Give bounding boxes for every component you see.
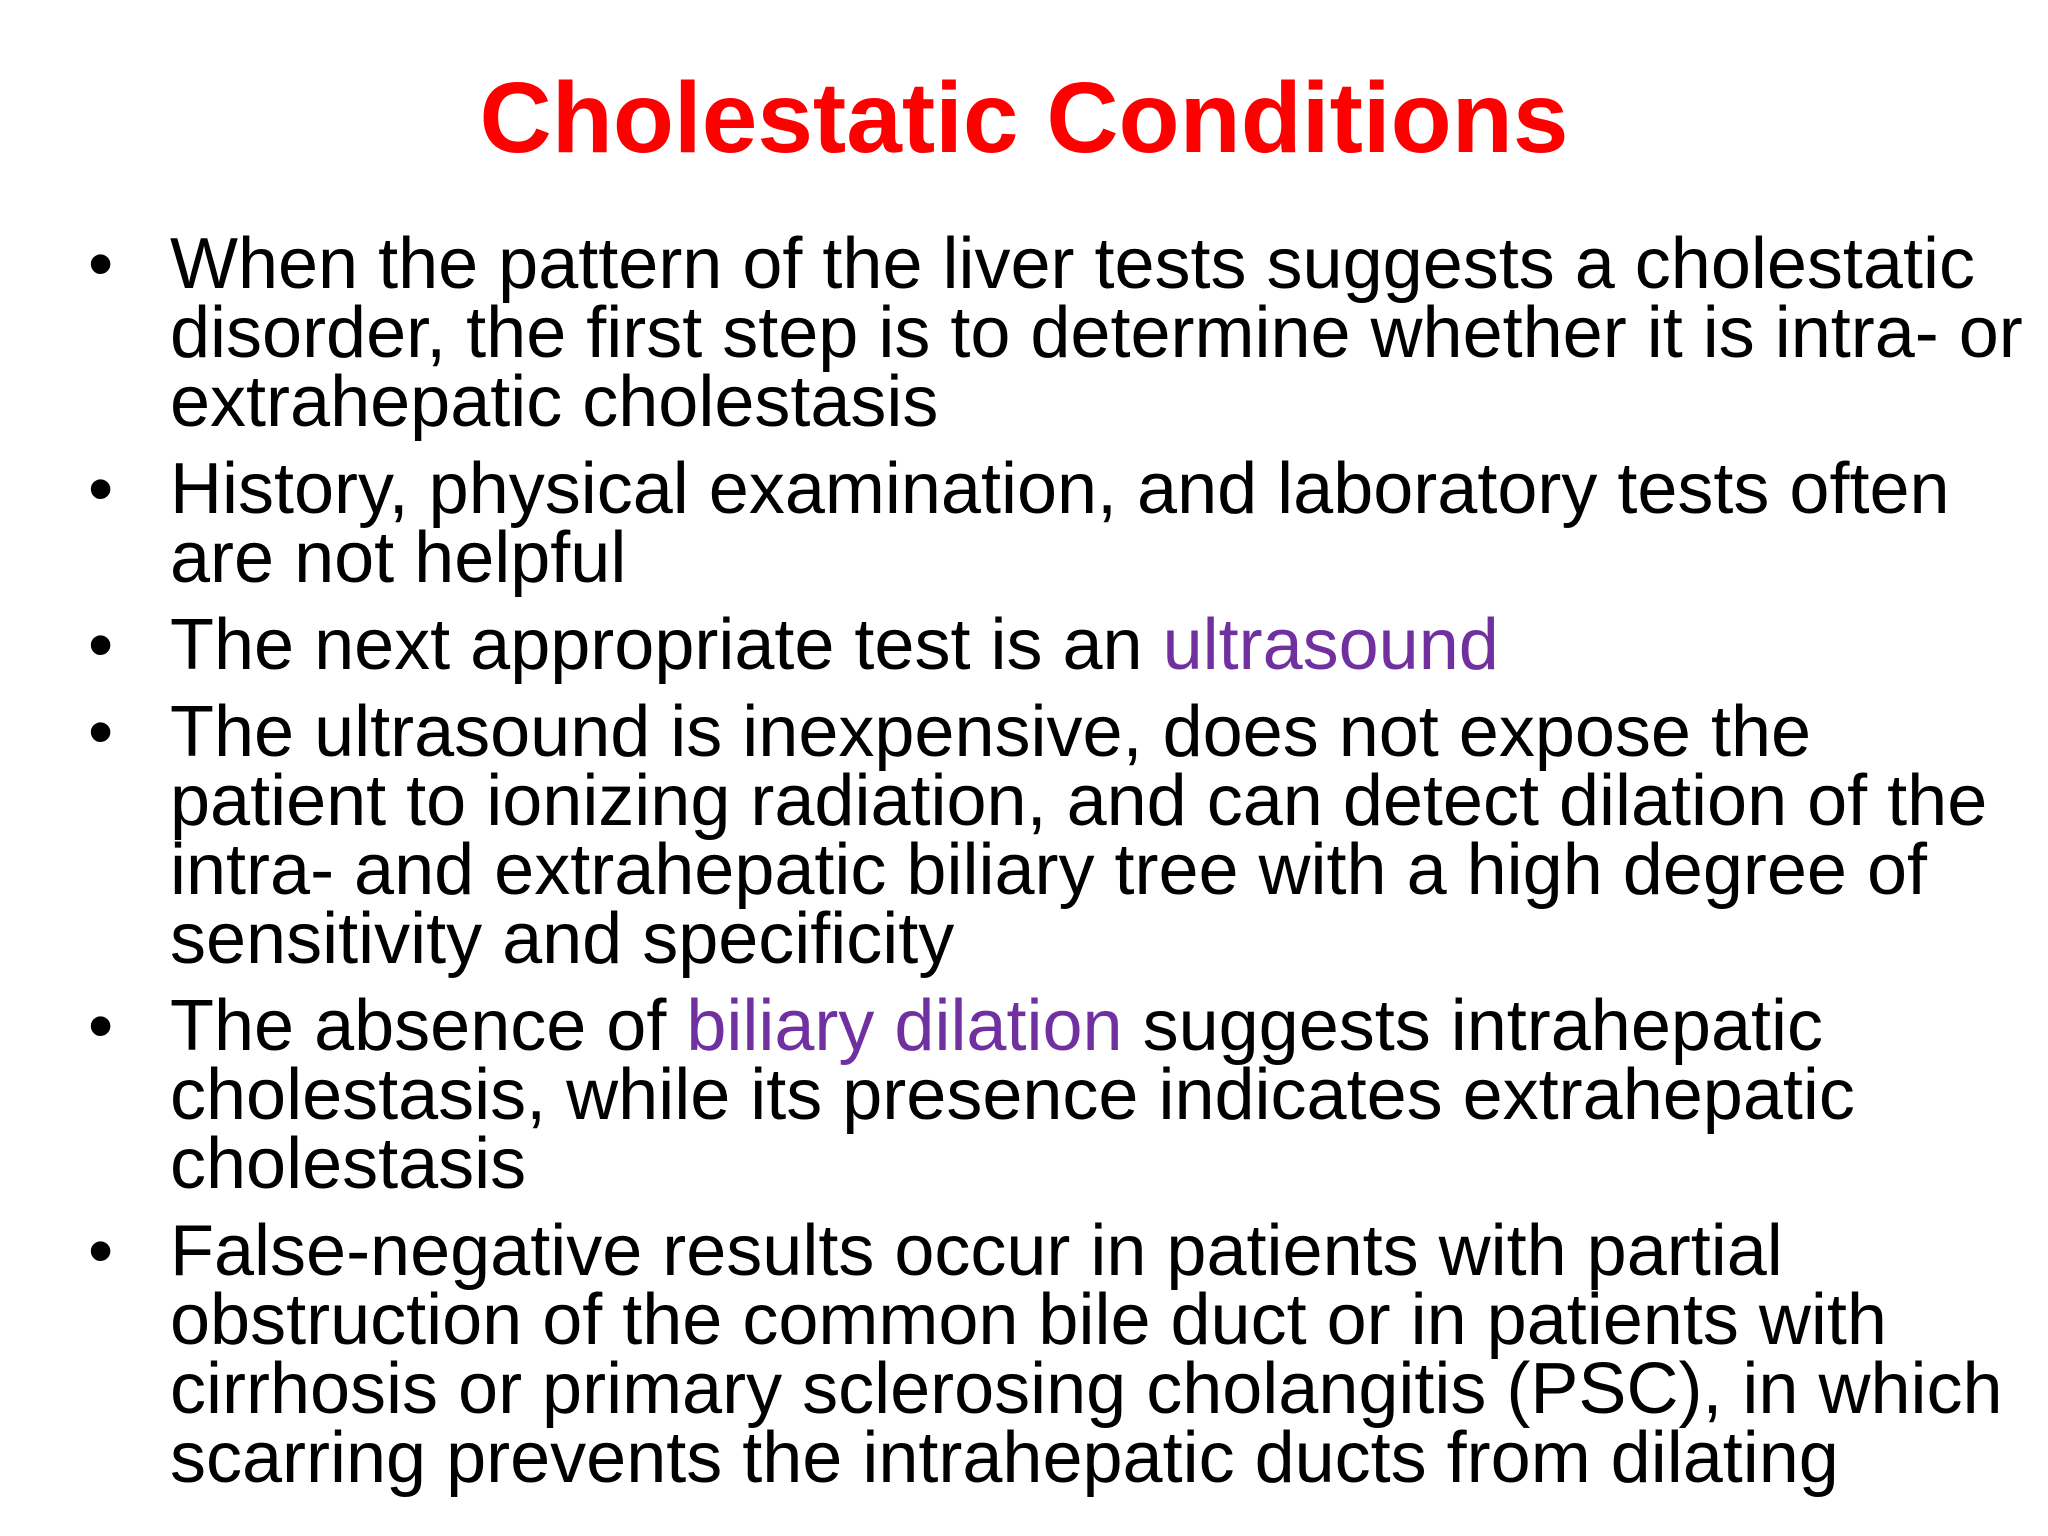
bullet-text: The next appropriate test is an bbox=[170, 605, 1163, 685]
slide-title: Cholestatic Conditions bbox=[479, 62, 1569, 174]
bullet-text: False-negative results occur in patients with partial obstruction of the common bile duct or in patients with cirrhosis or primary sclerosing cholangitis (PSC), in which scarring prevents the intrahepatic ducts from dilating bbox=[170, 1211, 2003, 1498]
bullet-text: The ultrasound is inexpensive, does not expose the patient to ionizing radiation, and can detect dilation of the intra- and extrahepatic biliary tree with a high degree of sensitivity and specificity bbox=[170, 692, 1988, 979]
bullet-item-1 bbox=[88, 224, 2028, 442]
bullet-dot-icon: • bbox=[88, 224, 114, 304]
bullet-text: The absence of bbox=[170, 986, 687, 1066]
bullet-item-5 bbox=[88, 986, 2028, 1204]
highlighted-term: biliary dilation bbox=[686, 986, 1123, 1066]
bullet-dot-icon: • bbox=[88, 605, 114, 685]
bullet-text: When the pattern of the liver tests suggests a cholestatic disorder, the first step is to determine whether it is intra- or extrahepatic cholestasis bbox=[170, 224, 2023, 442]
bullet-dot-icon: • bbox=[88, 986, 114, 1066]
bullet-item-4 bbox=[88, 692, 2028, 979]
bullet-dot-icon: • bbox=[88, 692, 114, 772]
bullet-text: History, physical examination, and laboratory tests often are not helpful bbox=[170, 449, 1950, 598]
bullet-item-6 bbox=[88, 1211, 2028, 1498]
bullet-item-3 bbox=[88, 605, 2028, 685]
highlighted-term: ultrasound bbox=[1162, 605, 1499, 685]
bullet-dot-icon: • bbox=[88, 1211, 114, 1291]
bullet-item-2 bbox=[88, 449, 2028, 598]
bullet-list bbox=[88, 224, 2028, 1511]
bullet-text: suggests intrahepatic cholestasis, while its presence indicates extrahepatic cholestasis bbox=[170, 986, 1855, 1204]
bullet-dot-icon: • bbox=[88, 449, 114, 529]
